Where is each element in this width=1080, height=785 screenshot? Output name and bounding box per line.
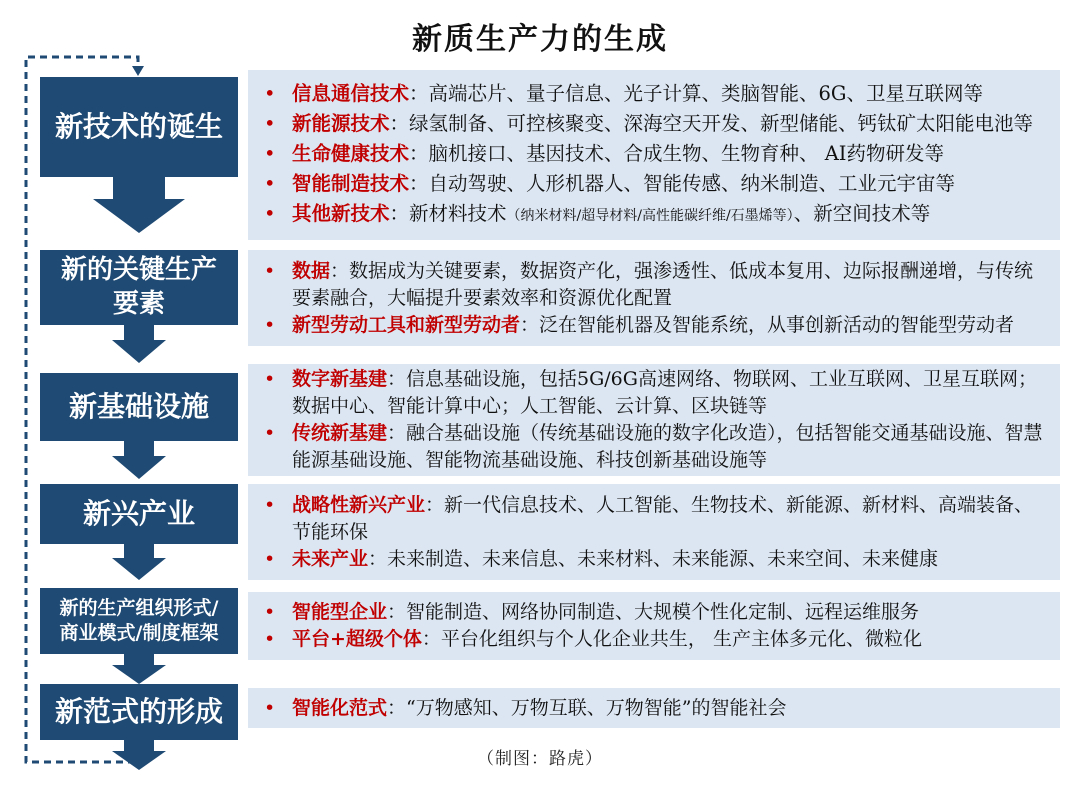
stage-label-line: 新的关键生产	[60, 254, 217, 285]
stage-new-paradigm	[40, 684, 238, 740]
bullet-icon: •	[264, 112, 276, 135]
feedback-loop-arrowhead	[132, 66, 144, 76]
stage-new-organization-forms	[40, 588, 238, 654]
stage-label-line: 要素	[112, 288, 165, 319]
list-item: • 新能源技术：绿氢制备、可控核聚变、深海空天开发、新型储能、钙钛矿太阳能电池等	[260, 109, 1050, 139]
list-item: • 战略性新兴产业：新一代信息技术、人工智能、生物技术、新能源、新材料、高端装备、节能环保	[264, 493, 1034, 543]
panel-key-production-factors	[248, 250, 1060, 346]
bullet-icon: •	[264, 422, 276, 444]
stage-new-infrastructure	[40, 373, 238, 441]
down-arrow	[93, 177, 185, 233]
bullet-icon: •	[264, 696, 276, 719]
bullet-icon: •	[264, 601, 276, 623]
bullet-icon: •	[264, 628, 276, 650]
figure-caption: （制图：路虎）	[477, 749, 603, 769]
down-arrow	[112, 325, 166, 363]
stage-new-technology	[40, 77, 238, 177]
panel-new-organization-forms	[248, 592, 1060, 660]
list-item: • 信息通信技术：高端芯片、量子信息、光子计算、类脑智能、6G、卫星互联网等	[260, 79, 1050, 109]
stage-label: 新兴产业	[82, 496, 195, 530]
stage-key-production-factors	[40, 250, 238, 325]
list-item: • 平台+超级个体：平台化组织与个人化企业共生， 生产主体多元化、微粒化	[260, 626, 1050, 653]
list-item: • 智能化范式：“万物感知、万物互联、万物智能”的智能社会	[260, 695, 1050, 722]
list-item: • 智能制造技术：自动驾驶、人形机器人、智能传感、纳米制造、工业元宇宙等	[260, 169, 1050, 199]
bullet-icon: •	[264, 82, 276, 105]
bullet-icon: •	[264, 368, 276, 390]
list-item: • 数字新基建：信息基础设施，包括5G/6G高速网络、物联网、工业互联网、卫星互联网；数据中心、智能计算中心；人工智能、云计算、区块链等	[264, 368, 1037, 417]
panel-new-paradigm	[248, 688, 1060, 728]
down-arrow	[112, 654, 166, 684]
list-item: • 其他新技术：新材料技术（纳米材料/超导材料/高性能碳纤维/石墨烯等）、新空间技术等	[260, 199, 1050, 231]
stage-label-line: 商业模式/制度框架	[59, 622, 219, 644]
list-item: • 传统新基建：融合基础设施（传统基础设施的数字化改造），包括智能交通基础设施、智慧能源基础设施、智能物流基础设施、科技创新基础设施等	[264, 422, 1043, 471]
bullet-icon: •	[264, 547, 276, 570]
bullet-icon: •	[264, 202, 276, 225]
list-item: • 数据：数据成为关键要素，数据资产化，强渗透性、低成本复用、边际报酬递增，与传统要素融合，大幅提升要素效率和资源优化配置	[264, 259, 1034, 309]
stage-label: 新技术的诞生	[54, 109, 223, 143]
list-item: • 新型劳动工具和新型劳动者：泛在智能机器及智能系统，从事创新活动的智能型劳动者	[260, 312, 1050, 339]
panel-new-technology	[248, 70, 1060, 240]
panel-emerging-industries	[248, 484, 1060, 580]
list-item: • 智能型企业：智能制造、网络协同制造、大规模个性化定制、远程运维服务	[260, 599, 1050, 626]
bullet-icon: •	[264, 493, 276, 516]
stage-emerging-industries	[40, 484, 238, 544]
bullet-icon: •	[264, 259, 276, 282]
stage-label-line: 新的生产组织形式/	[59, 597, 219, 620]
stage-label: 新范式的形成	[54, 694, 223, 728]
bullet-icon: •	[264, 313, 276, 336]
list-item: • 生命健康技术：脑机接口、基因技术、合成生物、生物育种、 AI药物研发等	[260, 139, 1050, 169]
stage-label: 新基础设施	[68, 389, 209, 423]
bullet-icon: •	[264, 172, 276, 195]
panel-new-infrastructure	[248, 364, 1060, 476]
bullet-icon: •	[264, 142, 276, 165]
list-item: • 未来产业：未来制造、未来信息、未来材料、未来能源、未来空间、未来健康	[260, 546, 1050, 573]
down-arrow	[112, 441, 166, 479]
down-arrow	[112, 544, 166, 580]
diagram-title: 新质生产力的生成	[412, 22, 668, 57]
